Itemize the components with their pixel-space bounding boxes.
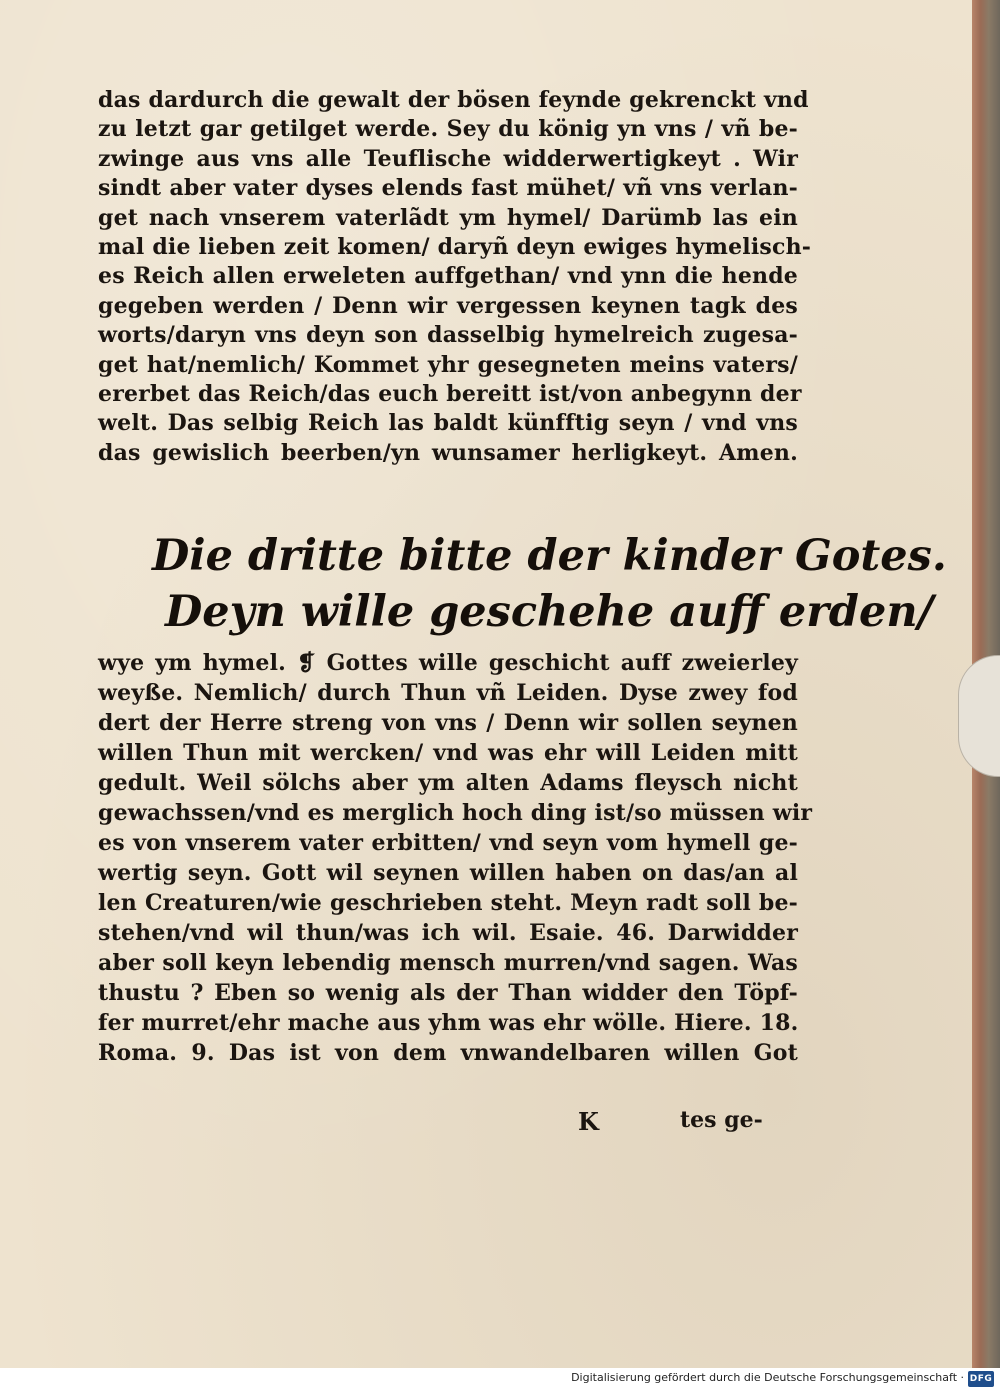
text-line: wye ym hymel. ❡ Gottes wille geschicht auff zweierley — [98, 650, 798, 676]
paragraph-top — [98, 86, 812, 468]
text-line: Roma. 9. Das ist von dem vnwandelbaren willen Got — [98, 1040, 798, 1066]
funding-credit: Digitalisierung gefördert durch die Deutsche Forschungsgemeinschaft · — [571, 1371, 964, 1384]
text-line: get nach vnserem vaterlãdt ym hymel/ Darümb las ein — [98, 204, 798, 231]
text-line: das dardurch die gewalt der bösen feynde gekrenckt vnd — [98, 87, 809, 113]
section-heading: Die dritte bitte der kinder Gotes. — [152, 531, 947, 581]
dfg-logo: DFG — [968, 1371, 994, 1387]
page-clip — [958, 655, 1000, 777]
text-line: es Reich allen erweleten auffgethan/ vnd ynn die hende — [98, 263, 798, 290]
text-line: worts/daryn vns deyn son dasselbig hymelreich zugesa- — [98, 322, 798, 349]
text-line: es von vnserem vater erbitten/ vnd seyn vom hymell ge- — [98, 830, 798, 856]
text-line: gewachssen/vnd es merglich hoch ding ist/so müssen wir — [98, 800, 813, 826]
text-line: fer murret/ehr mache aus yhm was ehr wölle. Hiere. 18. — [98, 1010, 799, 1036]
text-line: zwinge aus vns alle Teuflische widderwertigkeyt . Wir — [98, 145, 798, 172]
text-line: wertig seyn. Gott wil seynen willen haben on das/an al — [98, 860, 798, 886]
text-line: welt. Das selbig Reich las baldt künfftig seyn / vnd vns — [98, 410, 798, 437]
text-line: thustu ? Eben so wenig als der Than widder den Töpf- — [98, 980, 798, 1006]
text-line: ererbet das Reich/das euch bereitt ist/von anbegynn der — [98, 380, 802, 407]
text-line: gegeben werden / Denn wir vergessen keynen tagk des — [98, 292, 798, 319]
credit-bar — [0, 1368, 1000, 1391]
signature-mark: K — [578, 1107, 599, 1136]
text-line: weyße. Nemlich/ durch Thun vñ Leiden. Dyse zwey fod — [98, 680, 798, 706]
text-line: das gewislich beerben/yn wunsamer herligkeyt. Amen. — [98, 439, 798, 466]
text-line: aber soll keyn lebendig mensch murren/vnd sagen. Was — [98, 950, 798, 976]
text-line: dert der Herre streng von vns / Denn wir sollen seynen — [98, 710, 798, 736]
text-line: gedult. Weil sölchs aber ym alten Adams fleysch nicht — [98, 770, 798, 796]
text-line: get hat/nemlich/ Kommet yhr gesegneten meins vaters/ — [98, 351, 798, 378]
text-line: willen Thun mit wercken/ vnd was ehr will Leiden mitt — [98, 740, 798, 766]
text-line: zu letzt gar getilget werde. Sey du könig yn vns / vñ be- — [98, 116, 798, 143]
catchword: tes ge- — [680, 1107, 763, 1133]
paragraph-bottom — [98, 648, 813, 1068]
text-line: len Creaturen/wie geschrieben steht. Meyn radt soll be- — [98, 890, 798, 916]
section-subheading: Deyn wille geschehe auff erden/ — [165, 587, 934, 637]
text-line: mal die lieben zeit komen/ daryñ deyn ewiges hymelisch- — [98, 233, 812, 260]
text-line: sindt aber vater dyses elends fast mühet/ vñ vns verlan- — [98, 175, 798, 202]
text-line: stehen/vnd wil thun/was ich wil. Esaie. 46. Darwidder — [98, 920, 798, 946]
